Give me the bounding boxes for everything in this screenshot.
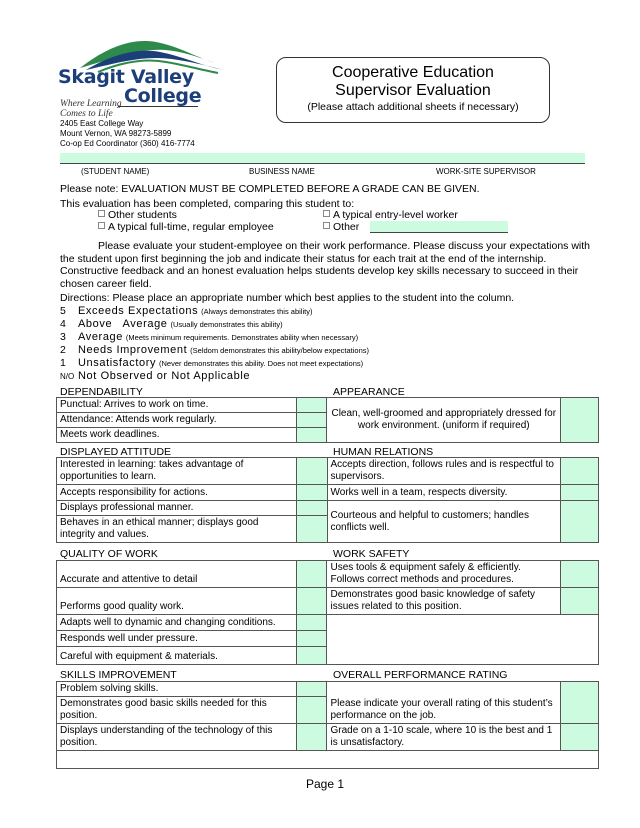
checkbox-icon[interactable] [98,222,105,229]
rating-input[interactable] [296,561,327,588]
rating-input[interactable] [296,485,327,501]
checkbox-icon[interactable] [323,222,330,229]
name-fields-input[interactable] [60,153,585,164]
skills-header: SKILLS IMPROVEMENT [60,669,177,681]
checkbox-icon[interactable] [323,210,330,217]
option-entry-level[interactable] [323,209,458,222]
address-line-1: 2405 East College Way [60,119,144,128]
option-label: A typical entry-level worker [333,209,458,221]
human-item: Courteous and helpful to customers; handles conflicts well. [327,501,561,543]
checkbox-icon[interactable] [98,210,105,217]
safety-empty-cell [327,615,599,665]
rating-input[interactable] [561,561,599,588]
rating-input[interactable] [296,615,327,631]
appearance-header: APPEARANCE [333,386,405,398]
rating-input[interactable] [296,413,327,428]
rating-input[interactable] [296,631,327,647]
safety-item: Uses tools & equipment safely & efficiently. Follows correct methods and procedures. [327,561,561,588]
rating-input[interactable] [296,501,327,516]
rating-input[interactable] [296,647,327,665]
title-note: (Please attach additional sheets if necessary) [307,101,519,113]
rating-input[interactable] [561,485,599,501]
appearance-item: Clean, well-groomed and appropriately dressed for work environment. (uniform if required) [327,398,561,443]
attitude-item: Displays professional manner. [57,501,297,516]
safety-item: Demonstrates good basic knowledge of safety issues related to this position. [327,588,561,615]
dependability-item: Meets work deadlines. [57,428,297,443]
business-name-label: BUSINESS NAME [249,167,315,176]
logo-underline [118,106,198,107]
notice-text: Please note: EVALUATION MUST BE COMPLETED BEFORE A GRADE CAN BE GIVEN. [60,183,480,195]
option-other[interactable] [323,221,359,234]
quality-item: Accurate and attentive to detail [57,561,297,588]
dependability-header: DEPENDABILITY [60,386,143,398]
overall-item: Please indicate your overall rating of this student’s performance on the job. [327,697,561,724]
instructions-text: Please evaluate your student-employee on their work performance. Please discuss your expectations with the student upon first beginning the job and indicate their status for each trait at the end of the internship. Constructive feedback and an honest evaluation helps students develop key skills necessary to succeed in their chosen career field. [60,240,591,290]
quality-item: Adapts well to dynamic and changing conditions. [57,615,297,631]
rating-input[interactable] [296,428,327,443]
option-label: Other students [108,209,177,221]
option-other-students[interactable] [98,209,177,222]
option-label: A typical full-time, regular employee [108,221,274,233]
skills-item: Demonstrates good basic skills needed for this position. [57,697,297,724]
dependability-item: Attendance: Attends work regularly. [57,413,297,428]
college-tagline-2: Comes to Life [60,109,113,119]
title-line2: Supervisor Evaluation [335,82,491,99]
skills-item: Displays understanding of the technology of this position. [57,724,297,751]
college-address [60,119,195,149]
human-item: Accepts direction, follows rules and is respectful to supervisors. [327,458,561,485]
scale-row-3: 3 Average (Meets minimum requirements. Demonstrates ability when necessary) [60,331,359,343]
attitude-item: Interested in learning: takes advantage of opportunities to learn. [57,458,297,485]
attitude-human-table [56,457,599,543]
address-line-2: Mount Vernon, WA 98273-5899 [60,129,172,138]
rating-input[interactable] [296,398,327,413]
overall-header: OVERALL PERFORMANCE RATING [333,669,508,681]
quality-item: Performs good quality work. [57,588,297,615]
directions-text: Directions: Please place an appropriate number which best applies to the student into the column. [60,292,515,304]
page-number: Page 1 [305,777,345,791]
title-line1: Cooperative Education [332,64,494,81]
attitude-item: Accepts responsibility for actions. [57,485,297,501]
student-name-label: (STUDENT NAME) [81,167,150,176]
scale-row-4: 4 Above Average (Usually demonstrates this ability) [60,318,283,330]
rating-input[interactable] [561,458,599,485]
coordinator-line: Co-op Ed Coordinator (360) 416-7774 [60,139,195,148]
college-name-line1: Skagit Valley [58,66,194,88]
dependability-item: Punctual: Arrives to work on time. [57,398,297,413]
quality-item: Careful with equipment & materials. [57,647,297,665]
skills-item: Problem solving skills. [57,682,297,697]
attitude-header: DISPLAYED ATTITUDE [60,446,172,458]
rating-input[interactable] [296,697,327,724]
human-relations-header: HUMAN RELATIONS [333,446,434,458]
supervisor-label: WORK-SITE SUPERVISOR [436,167,536,176]
scale-row-na: N/O Not Observed or Not Applicable [60,370,251,382]
scale-row-2: 2 Needs Improvement (Seldom demonstrates this ability/below expectations) [60,344,370,356]
overall-spacer [327,682,561,697]
college-name-line2: College [124,85,202,107]
other-specify-input[interactable] [370,221,508,233]
human-item: Works well in a team, respects diversity. [327,485,561,501]
option-label: Other [333,221,360,233]
overall-rating-input[interactable] [561,724,599,751]
rating-input[interactable] [296,458,327,485]
overall-item: Grade on a 1-10 scale, where 10 is the best and 1 is unsatisfactory. [327,724,561,751]
option-fulltime-employee[interactable] [98,221,274,234]
safety-header: WORK SAFETY [333,548,410,560]
rating-input[interactable] [296,588,327,615]
dependability-appearance-table [56,397,599,443]
scale-row-1: 1 Unsatisfactory (Never demonstrates this ability. Does not meet expectations) [60,357,364,369]
quality-header: QUALITY OF WORK [60,548,158,560]
attitude-item: Behaves in an ethical manner; displays good integrity and values. [57,516,297,543]
skills-overall-table [56,681,599,769]
rating-input[interactable] [296,724,327,751]
rating-input[interactable] [561,501,599,543]
scale-row-5: 5 Exceeds Expectations (Always demonstrates this ability) [60,305,313,317]
rating-scale [60,305,500,383]
comparison-intro: This evaluation has been completed, comparing this student to: [60,198,355,210]
rating-input[interactable] [296,516,327,543]
rating-input[interactable] [561,588,599,615]
title-box [276,57,550,123]
bottom-empty-row [57,751,599,769]
quality-safety-table [56,560,599,665]
quality-item: Responds well under pressure. [57,631,297,647]
rating-input[interactable] [561,398,599,443]
college-tagline-1: Where Learning [60,99,122,109]
rating-input[interactable] [561,682,599,724]
rating-input[interactable] [296,682,327,697]
college-logo [58,36,208,118]
